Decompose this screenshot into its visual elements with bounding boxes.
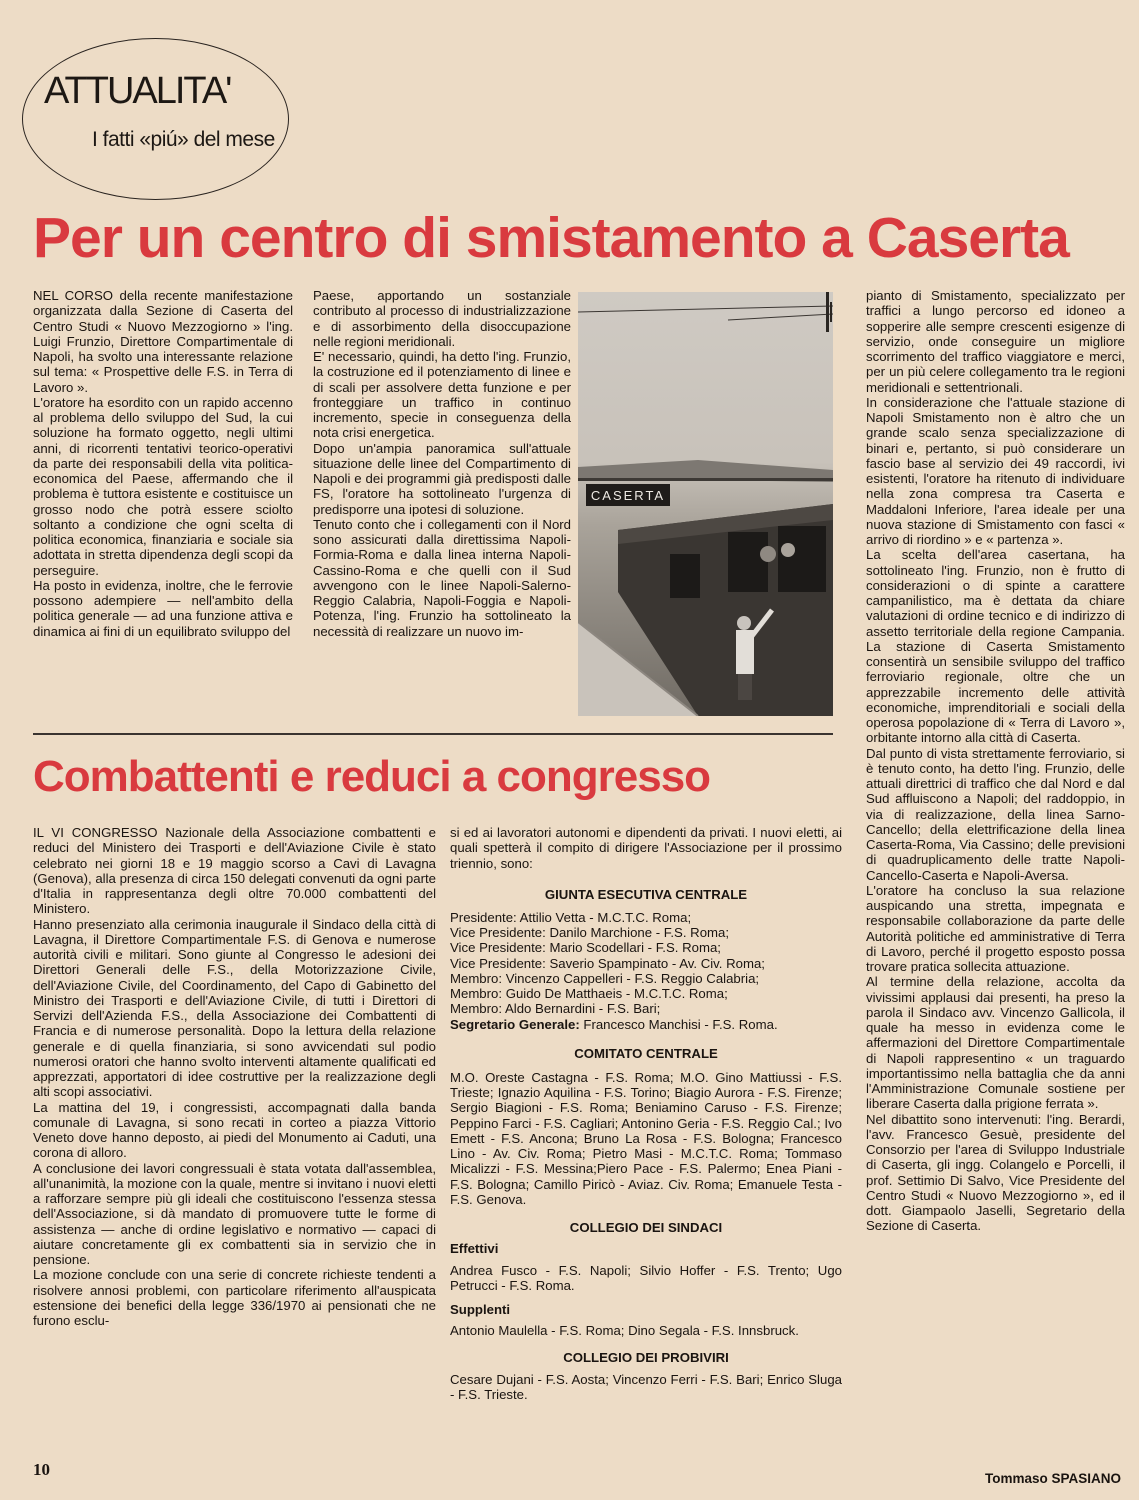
article-1-column-4 <box>866 288 1125 1234</box>
article-1-column-1 <box>33 288 293 639</box>
article-2-headline: Combattenti e reduci a congresso <box>33 752 711 801</box>
section-subtitle: I fatti «piú» del mese <box>92 128 275 151</box>
article-2-column-1 <box>33 825 436 1328</box>
station-photo <box>578 292 833 716</box>
station-photo-drawing <box>578 292 833 716</box>
paragraph: Tenuto conto che i collegamenti con il Nord sono assicurati dalla direttissima Napoli-Formia-Roma e dalla linea interna Napoli-Cassino-Roma e che quelli con il Sud avvengono con le linee Napoli-Salerno-Reggio Calabria, Napoli-Foggia e Napoli-Potenza, l'ing. Frunzio ha sottolineato la necessità di realizzare un nuovo im- <box>313 516 571 639</box>
paragraph: IL VI CONGRESSO Nazionale della Associazione combattenti e reduci del Ministero dei Trasporti e dell'Aviazione Civile è stato celebrato nei giorni 18 e 19 maggio scorso a Cavi di Lavagna (Genova), alla presenza di circa 150 delegati convenuti da ogni parte d'Italia in rappresentanza degli oltre 70.000 combattenti del Ministero. <box>33 825 436 917</box>
article-2-column-2 <box>450 825 842 1402</box>
list-item: Membro: Guido De Matthaeis - M.C.T.C. Roma; <box>450 986 728 1001</box>
paragraph: Andrea Fusco - F.S. Napoli; Silvio Hoffer - F.S. Trento; Ugo Petrucci - F.S. Roma. <box>450 1263 842 1294</box>
list-item: Membro: Vincenzo Cappelleri - F.S. Reggio Calabria; <box>450 970 760 986</box>
article-1-headline: Per un centro di smistamento a Caserta <box>33 206 1069 270</box>
comitato-title: COMITATO CENTRALE <box>574 1045 718 1061</box>
effettivi-label: Effettivi <box>450 1241 499 1256</box>
supplenti-label: Supplenti <box>450 1301 511 1317</box>
article-1-column-2 <box>313 288 571 639</box>
paragraph: Cesare Dujani - F.S. Aosta; Vincenzo Ferri - F.S. Bari; Enrico Sluga - F.S. Trieste. <box>450 1371 842 1402</box>
list-item: Presidente: Attilio Vetta - M.C.T.C. Roma; <box>450 909 692 925</box>
paragraph: Dopo un'ampia panoramica sull'attuale situazione delle linee del Compartimento di Napoli e dei programmi già predisposti dalle FS, l'oratore ha sottolineato l'urgenza di predisporre una ipotesi di soluzione. <box>313 440 571 517</box>
paragraph: Ha posto in evidenza, inoltre, che le ferrovie possono adempiere — nell'ambito della politica generale — ad una funzione attiva e dinamica ai fini di un equilibrato sviluppo del <box>33 577 293 639</box>
list-item: Vice Presidente: Danilo Marchione - F.S. Roma; <box>450 925 730 940</box>
paragraph: Antonio Maulella - F.S. Roma; Dino Segala - F.S. Innsbruck. <box>450 1322 799 1338</box>
paragraph: La mattina del 19, i congressisti, accompagnati dalla banda comunale di Lavagna, si sono recati in corteo a piazza Vittorio Veneto dove hanno deposto, ai piedi del Monumento ai Caduti, una corona di alloro. <box>33 1099 436 1161</box>
paragraph: L'oratore ha esordito con un rapido accenno al problema dello sviluppo del Sud, la cui soluzione ha formato oggetto, negli ultimi anni, di ricorrenti tentativi teorico-operativi da parte dei responsabili della vita politica-economica del Paese, affermando che il problema è tuttora esistente e costituisce un grosso nodo che potrà essere sciolto soltanto a condizione che ogni scelta di politica economica, finanziaria e sociale sia adottata in stretta dipendenza degli scopi da perseguire. <box>33 394 293 578</box>
giunta-title: GIUNTA ESECUTIVA CENTRALE <box>544 886 748 902</box>
paragraph: Paese, apportando un sostanziale contributo al processo di industrializzazione e di assorbimento della disoccupazione nelle regioni meridionali. <box>313 288 571 349</box>
paragraph: pianto di Smistamento, specializzato per traffici a lungo percorso ed idoneo a sopperire alle sempre crescenti esigenze di servizio, onde conseguire un migliore scorrimento del traffico viaggiatore e merci, per un più celere collegamento tra le regioni meridionali e settentrionali. <box>866 288 1125 395</box>
paragraph: Hanno presenziato alla cerimonia inaugurale il Sindaco della città di Lavagna, il Direttore Compartimentale F.S. di Genova e numerose autorità civili e militari. Sono giunte al Congresso le adesioni dei Direttori Generali delle F.S., della Motorizzazione Civile, dell'Aviazione Civile, del Coordinamento, del Capo di Gabinetto del Ministro dei Trasporti e dell'Aviazione Civile, di tutti i Direttori di Servizi dell'Azienda F.S., della Associazione dei Combattenti di Francia e di numerose personalità. Dopo la lettura della relazione generale e di quella finanziaria, si sono avvicendati sul podio numerosi oratori che hanno svolto interventi altamente qualificati ed apprezzati, apportatori di idee costruttive per la realizzazione degli alti scopi associativi. <box>33 916 436 1100</box>
paragraph: A conclusione dei lavori congressuali è stata votata dall'assemblea, all'unanimità, la mozione con la quale, mentre si invitano i nuovi eletti a rafforzare sempre più gli ideali che costituiscono l'essenza stessa dell'Associazione, si dà mandato di promuovere tutte le forme di assistenza — anche di ordine legislativo e normativo — capaci di aiutare concretamente gli ex combattenti sia in servizio che in pensione. <box>33 1160 436 1267</box>
section-oval <box>22 38 289 200</box>
paragraph: M.O. Oreste Castagna - F.S. Roma; M.O. Gino Mattiussi - F.S. Trieste; Ignazio Aquilina - F.S. Torino; Biagio Aurora - F.S. Firenze; Sergio Biagioni - F.S. Roma; Beniamino Caruso - F.S. Firenze; Peppino Farci - F.S. Cagliari; Antonino Geria - F.S. Reggio Cal.; Ivo Emett - F.S. Ancona; Bruno La Rosa - F.S. Bologna; Francesco Lino - Av. Civ. Roma; Pietro Masi - M.C.T.C. Roma; Tommaso Micalizzi - F.S. Messina;Piero Pace - F.S. Palermo; Enea Piani - F.S. Bologna; Camillo Piricò - Aviaz. Civ. Roma; Emanuele Testa - F.S. Genova. <box>450 1069 842 1207</box>
list-item <box>450 1017 842 1032</box>
paragraph: La scelta dell'area casertana, ha sottolineato l'ing. Frunzio, non è frutto di considerazioni o di spinte a carattere campanilistico, ma è dettata da chiare valutazioni di ordine tecnico e di indirizzo di assetto territoriale della regione Campania. La stazione di Caserta Smistamento consentirà un sensibile sviluppo del traffico ferroviario regionale, oltre che un apprezzabile incremento delle attività economiche, imprenditoriali e sociali della operosa popolazione di « Terra di Lavoro », orbitante intorno alla città di Caserta. <box>866 547 1125 746</box>
paragraph: Dal punto di vista strettamente ferroviario, si è tenuto conto, ha detto l'ing. Frunzio, delle attuali direttrici di traffico che dal Nord e dal Sud affluiscono a Napoli; del raddoppio, in via di realizzazione, della linea Sarno-Cancello; della elettrificazione della linea Caserta-Roma, Via Cassino; delle previsioni di quadruplicamento delle tratte Napoli-Cancello-Caserta e Napoli-Aversa. <box>866 745 1125 883</box>
paragraph: In considerazione che l'attuale stazione di Napoli Smistamento non è altro che un grande scalo senza specializzazione di binari e, pertanto, si può considerare un fascio base al servizio dei 49 raccordi, ivi esistenti, l'oratore ha ritenuto di individuare nella zona compresa tra Caserta e Maddaloni Inferiore, l'area ideale per una nuova stazione di Smistamento con fasci « arrivo di riordino » e « partenza ». <box>866 394 1125 547</box>
paragraph: E' necessario, quindi, ha detto l'ing. Frunzio, la costruzione ed il potenziamento di linee e di scali per assolvere detta funzione e per fronteggiare un traffico in continuo incremento, specie in conseguenza della nota crisi energetica. <box>313 349 571 441</box>
paragraph: La mozione conclude con una serie di concrete richieste tendenti a risolvere annosi problemi, con particolare riferimento all'auspicata estensione dei benefici della legge 336/1970 ai pensionati che ne furono esclu- <box>33 1267 436 1328</box>
list-item: Membro: Aldo Bernardini - F.S. Bari; <box>450 1001 661 1017</box>
author-signature: Tommaso SPASIANO <box>984 1471 1121 1486</box>
paragraph: Al termine della relazione, accolta da vivissimi applausi dai presenti, ha preso la parola il Sindaco avv. Vincenzo Gallicola, il quale ha messo in evidenza come le affermazioni del Direttore Compartimentale di Napoli rappresentino « un traguardo importantissimo nella battaglia che da anni l'Amministrazione Comunale sostiene per liberare Caserta dalla prigione ferrata ». <box>866 974 1125 1112</box>
list-item: Vice Presidente: Saverio Spampinato - Av. Civ. Roma; <box>450 955 765 971</box>
paragraph: Nel dibattito sono intervenuti: l'ing. Berardi, l'avv. Francesco Gesuè, presidente del Consorzio per l'area di Sviluppo Industriale di Caserta, gli ingg. Colangelo e Porcelli, il prof. Settimio Di Salvo, Vice Presidente del Centro Studi « Nuovo Mezzogiorno », ed il dott. Giampaolo Jaselli, Segretario della Sezione di Caserta. <box>866 1111 1125 1234</box>
station-sign-text: CASERTA <box>590 488 666 503</box>
section-label: ATTUALITA' <box>44 70 231 112</box>
section-divider <box>33 733 833 735</box>
segretario-value: Francesco Manchisi - F.S. Roma. <box>579 1016 778 1032</box>
paragraph: L'oratore ha concluso la sua relazione auspicando una stretta, impegnata e responsabile collaborazione da parte delle Autorità politiche ed amministrative di Terra di Lavoro, perché il progetto esposto possa trovare pratica sollecita attuazione. <box>866 882 1125 974</box>
segretario-label: Segretario Generale: <box>450 1016 580 1032</box>
list-item: Vice Presidente: Mario Scodellari - F.S. Roma; <box>450 940 721 956</box>
paragraph: si ed ai lavoratori autonomi e dipendenti da privati. I nuovi eletti, ai quali spetterà il compito di dirigere l'Associazione per il prossimo triennio, sono: <box>450 825 842 871</box>
page-number: 10 <box>33 1460 50 1479</box>
sindaci-title: COLLEGIO DEI SINDACI <box>569 1220 723 1235</box>
paragraph: NEL CORSO della recente manifestazione organizzata dalla Sezione di Caserta del Centro Studi « Nuovo Mezzogiorno » l'ing. Luigi Frunzio, Direttore Compartimentale di Napoli, ha svolto una interessante relazione sul tema: « Prospettive delle F.S. in Terra di Lavoro ». <box>33 288 293 395</box>
probiviri-title: COLLEGIO DEI PROBIVIRI <box>563 1349 729 1365</box>
